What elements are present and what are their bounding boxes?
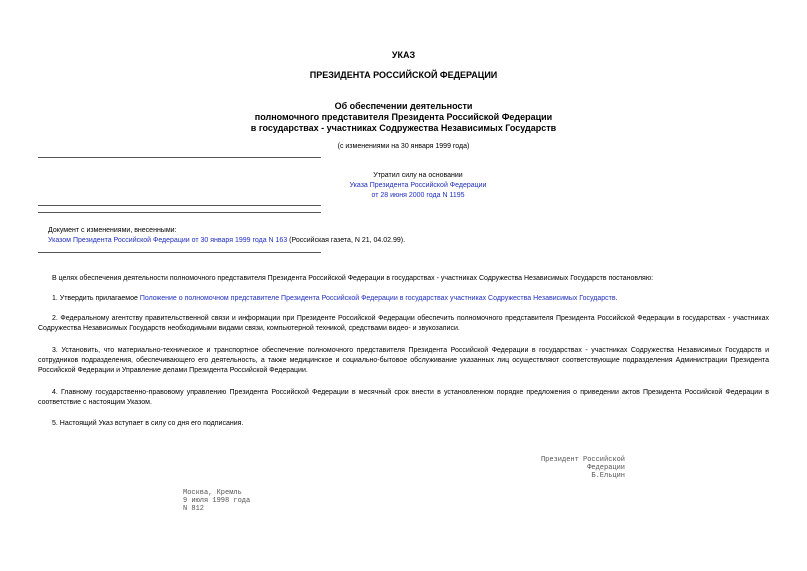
paragraph-4: 4. Главному государственно-правовому управлению Президента Российской Федерации в месячный срок внести в установленном порядке предложения о приведении актов Президента Российской Федерации в соответствие с настоящим Указом. — [38, 389, 769, 406]
signing-place: Москва, Кремль — [183, 489, 242, 497]
paragraph-5: 5. Настоящий Указ вступает в силу со дня его подписания. — [52, 420, 244, 427]
divider — [38, 157, 321, 158]
status-block — [38, 171, 798, 201]
amending-decree-link[interactable]: Указом Президента Российской Федерации от 30 января 1999 года N 163 — [48, 237, 288, 244]
decree-subject — [0, 101, 807, 134]
signatory-position: Президент Российской Федерации — [540, 456, 625, 472]
signature-block — [499, 456, 625, 480]
decree-number: N 812 — [183, 505, 205, 513]
repeal-decree-link[interactable]: Указа Президента Российской Федерации — [349, 182, 487, 189]
subject-line-2: полномочного представителя Президента Российской Федерации — [254, 112, 553, 122]
status-text: Утратил силу на основании — [373, 172, 463, 179]
decree-issuer: ПРЕЗИДЕНТА РОССИЙСКОЙ ФЕДЕРАЦИИ — [309, 70, 498, 80]
paragraph-3: 3. Установить, что материально-техническое и транспортное обеспечение полномочного представителя Президента Российской Федерации в государствах - участниках Содружества Независимых Государств и сотрудников подразделения, обеспечивающего его деятельность, а также медицинское и социально-бытовое обслуживание указанных лиц осуществляют соответствующие подразделения Администрации Президента Российской Федерации и Управление делами Президента Российской Федерации. — [38, 347, 769, 374]
changes-note: (с изменениями на 30 января 1999 года) — [337, 143, 470, 150]
amendments-block — [48, 226, 748, 246]
paragraph-1: 1. Утвердить прилагаемое Положение о полномочном представителе Президента Российской Федерации в государствах участниках Содружества Независимых Государств. — [52, 295, 618, 302]
divider — [38, 212, 321, 213]
amendments-label: Документ с изменениями, внесенными: — [48, 227, 177, 234]
paragraph-intro: В целях обеспечения деятельности полномочного представителя Президента Российской Федерации в государствах - участниках Содружества Независимых Государств постановляю: — [52, 275, 654, 282]
signing-date: 9 июля 1998 года — [183, 497, 251, 505]
paragraph-2: 2. Федеральному агентству правительственной связи и информации при Президенте Российской Федерации обеспечить полномочного представителя Президента Российской Федерации в государствах - участниках Содружества Независимых Государств необходимыми видами связи, компьютерной техникой, средствами видео- и звукозаписи. — [38, 315, 769, 332]
decree-title: УКАЗ — [391, 50, 416, 60]
divider — [38, 252, 321, 253]
amendments-source: (Российская газета, N 21, 04.02.99). — [289, 237, 406, 244]
place-date-block — [183, 489, 383, 513]
subject-line-3: в государствах - участниках Содружества Независимых Государств — [250, 123, 557, 133]
repeal-decree-date-link[interactable]: от 28 июня 2000 года N 1195 — [371, 192, 465, 199]
divider — [38, 205, 321, 206]
signatory-name: Б.Ельцин — [591, 472, 625, 480]
subject-line-1: Об обеспечении деятельности — [334, 101, 473, 111]
regulation-link[interactable]: Положение о полномочном представителе Президента Российской Федерации в государствах участниках Содружества Независимых Государств — [139, 295, 616, 302]
